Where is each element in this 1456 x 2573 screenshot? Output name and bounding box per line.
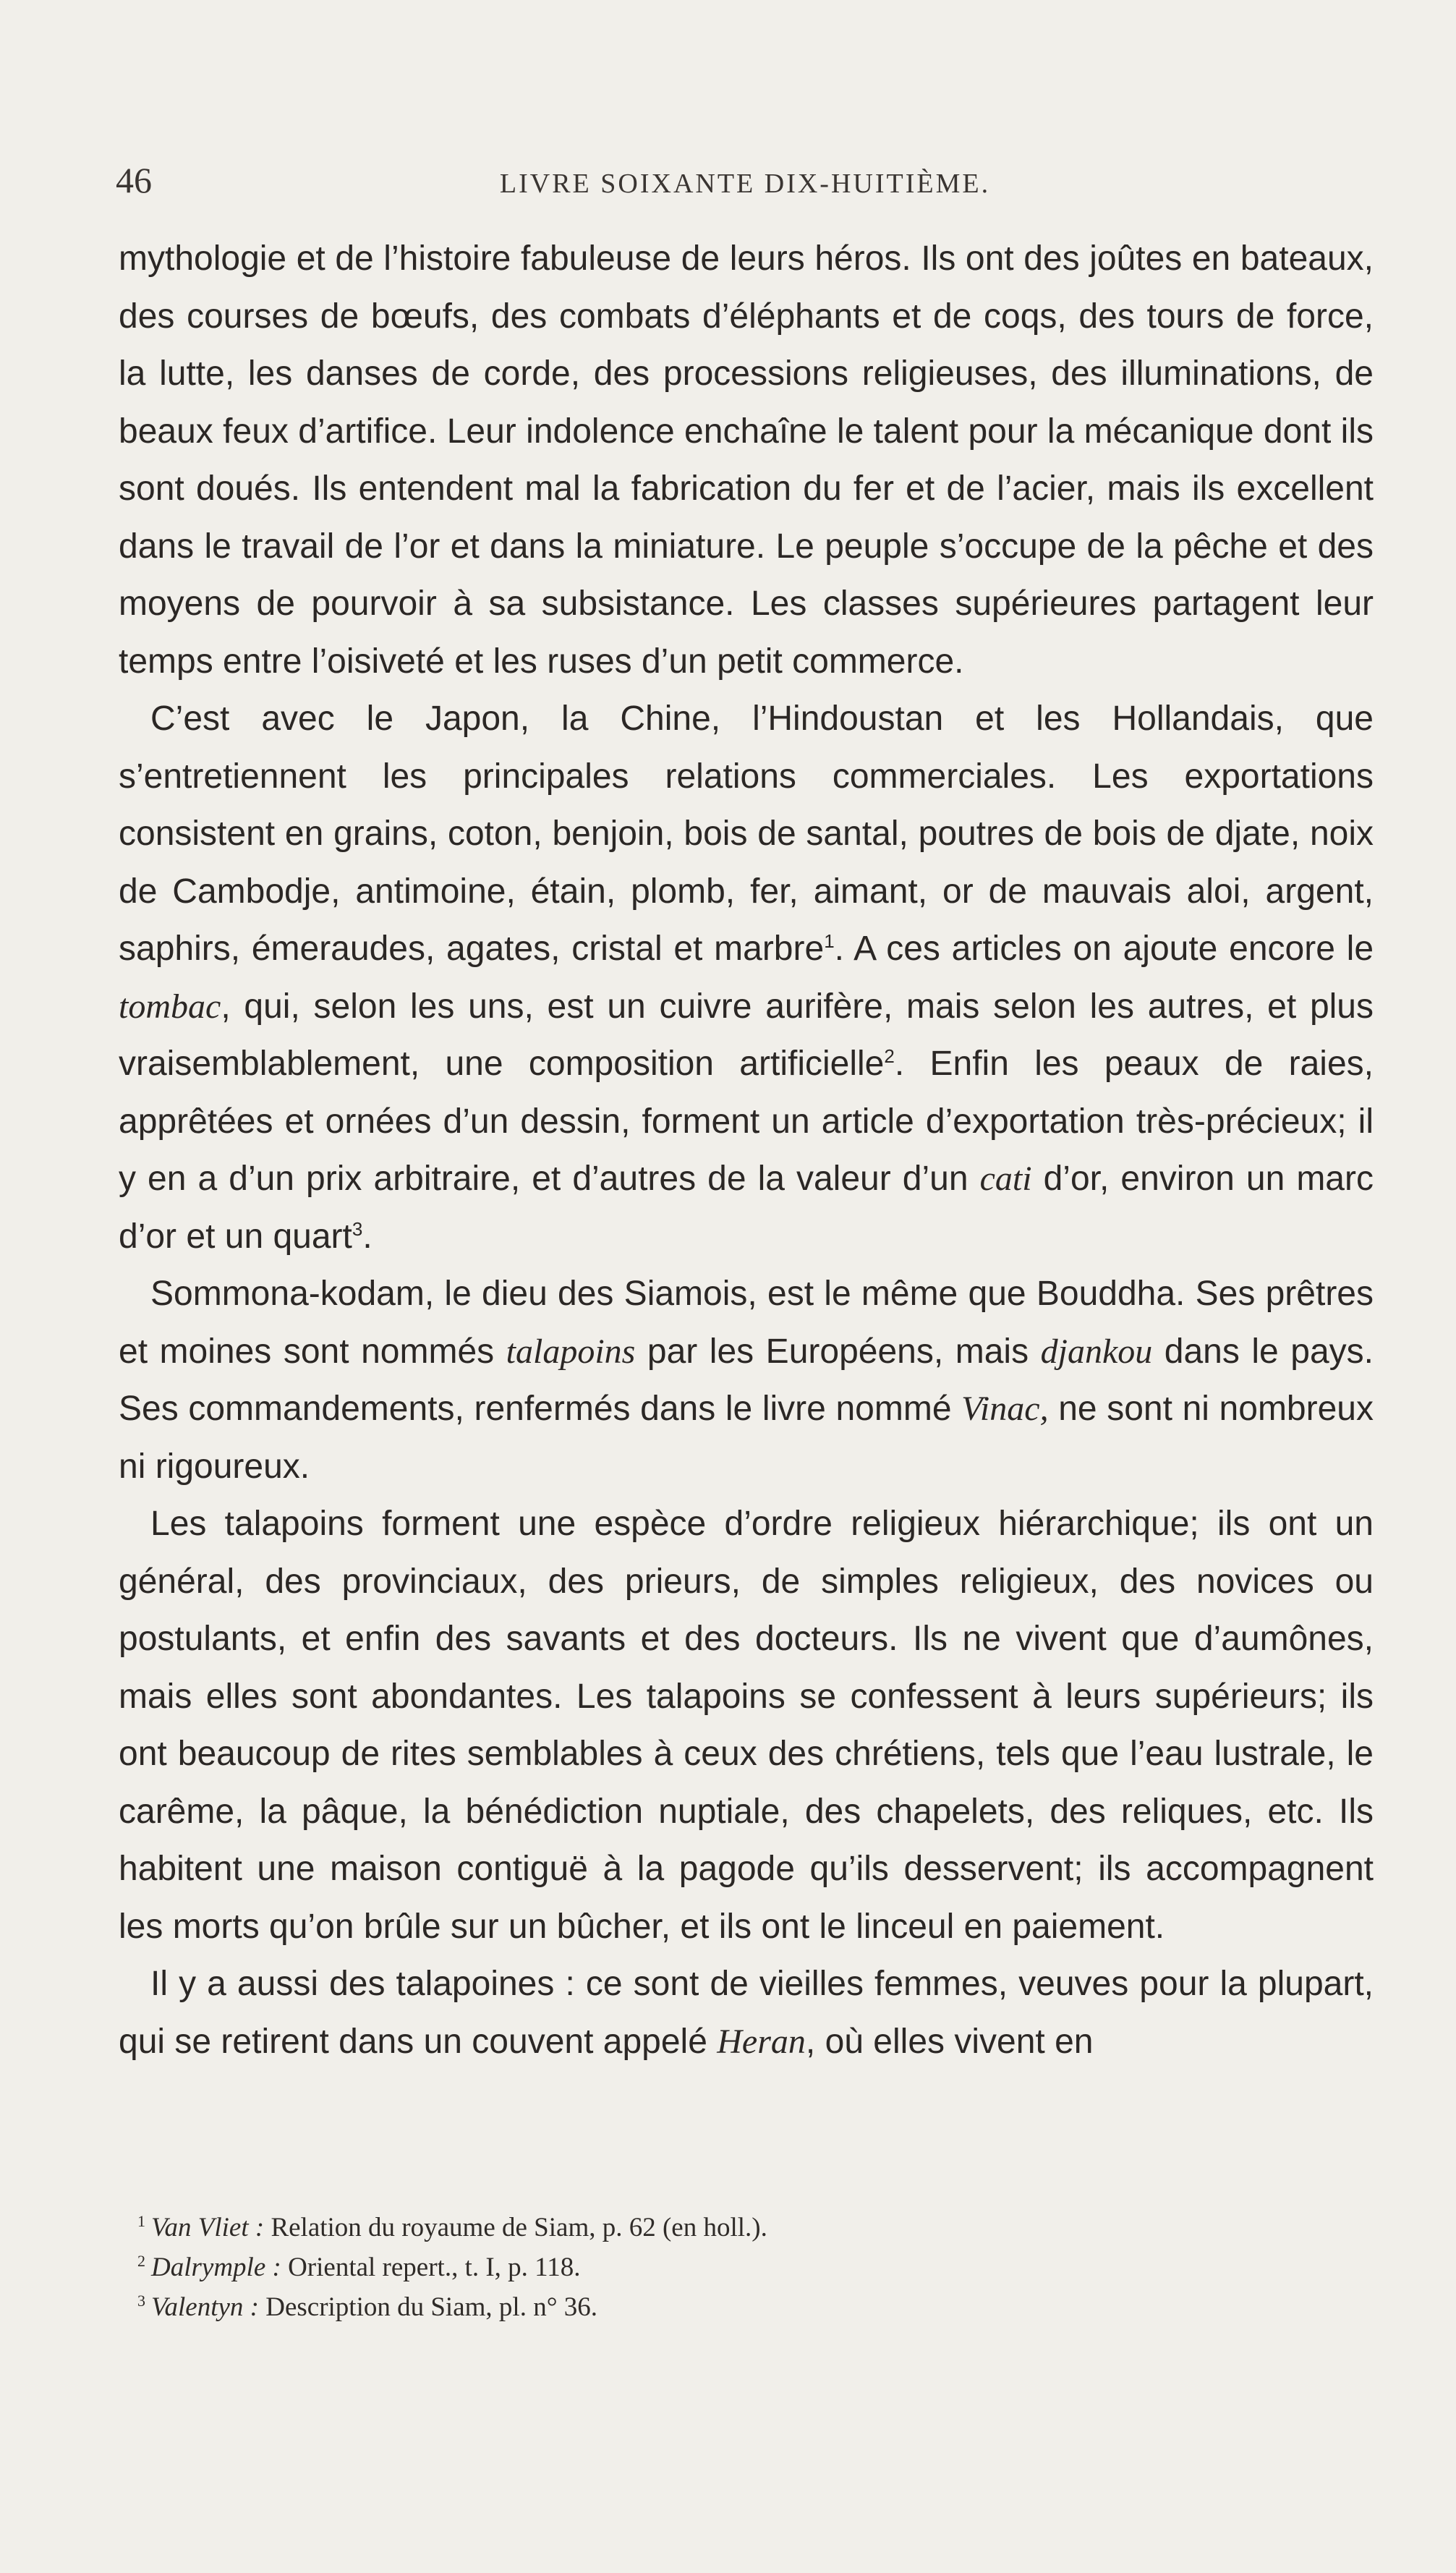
footnote-author: Van Vliet :	[151, 2213, 265, 2242]
footnote-number: 2	[137, 2251, 145, 2270]
paragraph-2-text-d: . Enfin les peaux de raies, apprêtées et ornées d’un dessin, forment un article d’exportation très-précieux; il y en a d’un prix arbitraire, et d’autres de la valeur d’un	[119, 1045, 1374, 1198]
paragraph-1	[119, 230, 1374, 690]
paragraph-3	[119, 1265, 1374, 1495]
paragraph-5-text-b: , où elles vivent en	[805, 2022, 1094, 2061]
paragraph-3-text-c: dans le pays. Ses commandements, renfermés dans le livre nommé	[119, 1332, 1374, 1428]
footnote-number: 1	[137, 2211, 145, 2230]
running-head: LIVRE SOIXANTE DIX-HUITIÈME.	[499, 169, 991, 199]
footnote-2	[137, 2247, 1295, 2287]
paragraph-3-text-a: Sommona-kodam, le dieu des Siamois, est le même que Bouddha. Ses prêtres et moines sont nommés	[119, 1275, 1374, 1371]
term-tombac: tombac	[119, 987, 221, 1026]
paragraph-2-text-b: . A ces articles on ajoute encore le	[834, 930, 1374, 968]
footnote-3	[137, 2287, 1295, 2327]
paragraph-4	[119, 1495, 1374, 1955]
term-heran: Heran	[717, 2022, 806, 2061]
footnote-number: 3	[137, 2291, 145, 2310]
paragraph-2-text-f: .	[362, 1217, 372, 1256]
page-header	[116, 159, 1374, 210]
footnote-author: Valentyn :	[151, 2292, 259, 2322]
term-vinac: Vinac,	[961, 1390, 1049, 1428]
body-text	[119, 230, 1374, 2070]
footnote-ref-1[interactable]: 1	[824, 930, 835, 952]
footnote-ref-3[interactable]: 3	[352, 1217, 363, 1240]
footnote-text: Relation du royaume de Siam, p. 62 (en holl.).	[264, 2213, 767, 2242]
term-djankou: djankou	[1040, 1332, 1153, 1371]
paragraph-5	[119, 1955, 1374, 2070]
footnote-author: Dalrymple :	[151, 2253, 281, 2282]
paragraph-4-text: Les talapoins forment une espèce d’ordre religieux hiérarchique; ils ont un général, des provinciaux, des prieurs, de simples religieux, des novices ou postulants, et enfin des savants et des docteurs. Ils ne vivent que d’aumônes, mais elles sont abondantes. Les talapoins se confessent à leurs supérieurs; ils ont beaucoup de rites semblables à ceux des chrétiens, tels que l’eau lustrale, le carême, la pâque, la bénédiction nuptiale, des chapelets, des reliques, etc. Ils habitent une maison contiguë à la pagode qu’ils desservent; ils accompagnent les morts qu’on brûle sur un bûcher, et ils ont le linceul en paiement.	[119, 1505, 1374, 1946]
paragraph-2-text-c: , qui, selon les uns, est un cuivre aurifère, mais selon les autres, et plus vraisemblablement, une composition artificielle	[119, 987, 1374, 1083]
term-cati: cati	[979, 1160, 1032, 1198]
paragraph-1-text: mythologie et de l’histoire fabuleuse de leurs héros. Ils ont des joûtes en bateaux, des courses de bœufs, des combats d’éléphants et de coqs, des tours de force, la lutte, les danses de corde, des processions religieuses, des illuminations, de beaux feux d’artifice. Leur indolence enchaîne le talent pour la mécanique dont ils sont doués. Ils entendent mal la fabrication du fer et de l’acier, mais ils excellent dans le travail de l’or et dans la miniature. Le peuple s’occupe de la pêche et des moyens de pourvoir à sa subsistance. Les classes supérieures partagent leur temps entre l’oisiveté et les ruses d’un petit commerce.	[119, 239, 1374, 681]
footnotes	[137, 2208, 1295, 2327]
paragraph-5-text-a: Il y a aussi des talapoines : ce sont de vieilles femmes, veuves pour la plupart, qui se retirent dans un couvent appelé	[119, 1965, 1374, 2061]
paragraph-2-text-e: d’or, environ un marc d’or et un quart	[119, 1160, 1374, 1256]
footnote-text: Oriental repert., t. I, p. 118.	[281, 2253, 581, 2282]
page-number: 46	[116, 160, 152, 200]
term-talapoins: talapoins	[506, 1332, 636, 1371]
paragraph-3-text-d: ne sont ni nombreux ni rigoureux.	[119, 1390, 1374, 1486]
footnote-text: Description du Siam, pl. n° 36.	[258, 2292, 597, 2322]
footnote-1	[137, 2208, 1295, 2247]
footnote-ref-2[interactable]: 2	[884, 1045, 895, 1067]
paragraph-3-text-b: par les Européens, mais	[635, 1332, 1041, 1371]
paragraph-2-text-a: C’est avec le Japon, la Chine, l’Hindoustan et les Hollandais, que s’entretiennent les principales relations commerciales. Les exportations consistent en grains, coton, benjoin, bois de santal, poutres de bois de djate, noix de Cambodje, antimoine, étain, plomb, fer, aimant, or de mauvais aloi, argent, saphirs, émeraudes, agates, cristal et marbre	[119, 699, 1374, 968]
paragraph-2	[119, 690, 1374, 1265]
